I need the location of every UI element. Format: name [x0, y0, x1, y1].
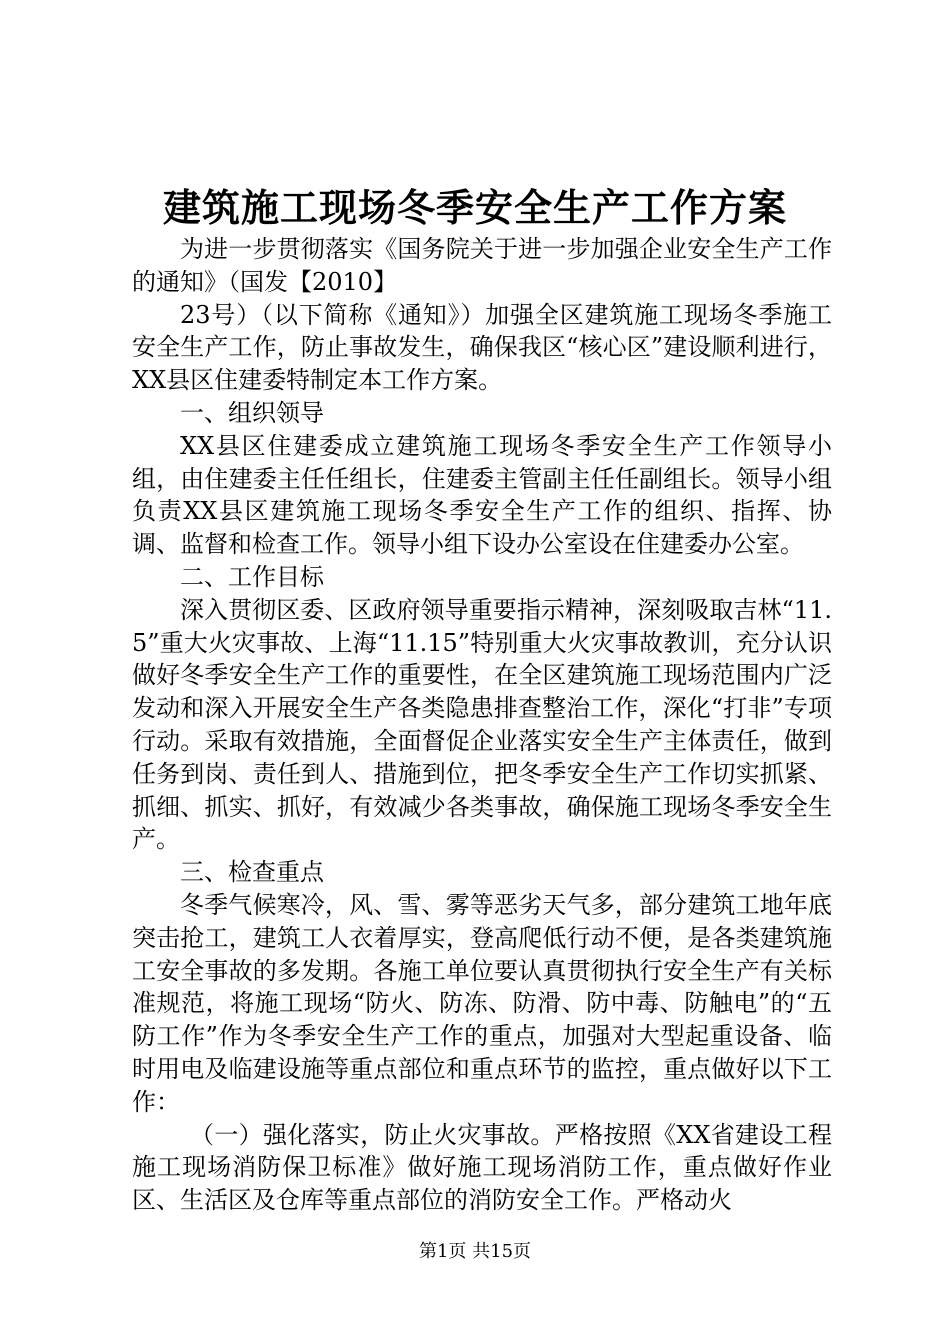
paragraph: （一）强化落实，防止火灾事故。严格按照《XX省建设工程施工现场消防保卫标准》做好施工现场消防工作，重点做好作业区、生活区及仓库等重点部位的消防安全工作。严格动火 — [132, 1120, 832, 1215]
page-footer: 第1页 共15页 — [418, 1241, 532, 1262]
paragraph: 深入贯彻区委、区政府领导重要指示精神，深刻吸取吉林“11.5”重大火灾事故、上海“11.15”特别重大火灾事故教训，充分认识做好冬季安全生产工作的重要性，在全区建筑施工现场范围内广泛发动和深入开展安全生产各类隐患排查整治工作，深化“打非”专项行动。采取有效措施，全面督促企业落实安全生产主体责任，做到任务到岗、责任到人、措施到位，把冬季安全生产工作切实抓紧、抓细、抓实、抓好，有效减少各类事故，确保施工现场冬季安全生产。 — [132, 595, 832, 854]
paragraph: 冬季气候寒冷，风、雪、雾等恶劣天气多，部分建筑工地年底突击抢工，建筑工人衣着厚实，登高爬低行动不便，是各类建筑施工安全事故的多发期。各施工单位要认真贯彻执行安全生产有关标准规范，将施工现场“防火、防冻、防滑、防中毒、防触电”的“五防工作”作为冬季安全生产工作的重点，加强对大型起重设备、临时用电及临建设施等重点部位和重点环节的监控，重点做好以下工作： — [132, 890, 832, 1116]
paragraph: 23号）（以下简称《通知》）加强全区建筑施工现场冬季施工安全生产工作，防止事故发生，确保我区“核心区”建设顺利进行，XX县区住建委特制定本工作方案。 — [132, 300, 832, 395]
section-heading: 一、组织领导 — [180, 398, 324, 427]
document-title: 建筑施工现场冬季安全生产工作方案 — [162, 185, 787, 230]
paragraph: XX县区住建委成立建筑施工现场冬季安全生产工作领导小组，由住建委主任任组长，住建委主管副主任任副组长。领导小组负责XX县区建筑施工现场冬季安全生产工作的组织、指挥、协调、监督和检查工作。领导小组下设办公室设在住建委办公室。 — [132, 431, 832, 559]
section-heading: 二、工作目标 — [180, 562, 324, 591]
document-body — [132, 233, 832, 1217]
section-heading: 三、检查重点 — [180, 858, 324, 887]
paragraph: 为进一步贯彻落实《国务院关于进一步加强企业安全生产工作的通知》（国发【2010】 — [132, 235, 832, 296]
